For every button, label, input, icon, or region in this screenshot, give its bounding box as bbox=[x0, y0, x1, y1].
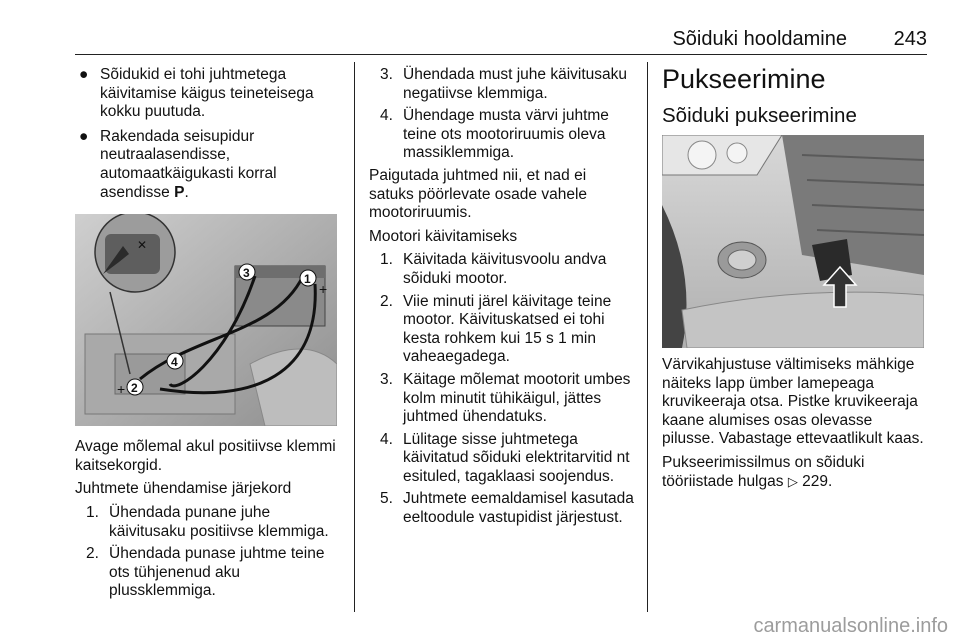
bullet-dot-icon: ● bbox=[79, 127, 89, 145]
header-rule bbox=[75, 54, 927, 55]
bullet-text: Sõidukid ei tohi juhtmetega käivitamise käigus teineteisega kokku puutuda. bbox=[100, 66, 314, 121]
paragraph: Avage mõlemal akul positiivse klemmi kaitsekorgid. bbox=[75, 438, 336, 474]
heading-vehicle-towing: Sõiduki pukseerimine bbox=[662, 104, 857, 127]
jump-start-battery-figure bbox=[75, 214, 337, 426]
column-3 bbox=[662, 66, 928, 496]
svg-text:+: + bbox=[117, 381, 126, 398]
numbered-step: 2. Ühendada punase juhtme teine ots tühjenenud aku plussklemmiga. bbox=[86, 545, 325, 600]
numbered-step: 4. Lülitage sisse juhtmetega käivitatud sõiduki elektritarvitid nt esituled, tagaklaasi soojendus. bbox=[380, 430, 630, 485]
numbered-step: 1. Käivitada käivitusvoolu andva sõiduki mootor. bbox=[380, 251, 607, 287]
column-1 bbox=[75, 66, 340, 605]
column-divider-1 bbox=[354, 62, 355, 612]
svg-text:+: + bbox=[319, 281, 328, 298]
paragraph: Paigutada juhtmed nii, et nad ei satuks pöörlevate osade vahele mootoriruumis. bbox=[369, 166, 588, 222]
callout-1: 1 bbox=[304, 272, 311, 287]
triangle-arrow-icon[interactable]: ▷ bbox=[787, 473, 798, 489]
callout-4: 4 bbox=[171, 355, 178, 370]
callout-3: 3 bbox=[243, 266, 250, 281]
bullet-item: ● Rakendada seisupidur neutraalasendisse, automaatkäigukasti korral asendisse P. bbox=[79, 127, 277, 201]
numbered-step: 2. Viie minuti järel käivitage teine mootor. Käivituskatsed ei tohi kesta rohkem kui 15 s 1 min vaheaegadega. bbox=[380, 292, 612, 366]
numbered-step: 1. Ühendada punane juhe käivitusaku positiivse klemmiga. bbox=[86, 503, 329, 540]
paragraph: Juhtmete ühendamise järjekord bbox=[75, 480, 292, 498]
numbered-step: 5. Juhtmete eemaldamisel kasutada eeltoodule vastupidist järjestust. bbox=[380, 490, 634, 527]
section-title: Sõiduki hooldamine bbox=[672, 28, 847, 50]
paragraph: Värvikahjustuse vältimiseks mähkige näiteks lapp ümber lamepeaga kruvikeeraja otsa. Pistke kruvikeeraja kaane alumises osas olevasse pilusse. Vabastage ettevaatlikult kaas. bbox=[662, 356, 924, 448]
gear-position-p: P bbox=[174, 183, 185, 201]
page-reference[interactable]: 229. bbox=[797, 472, 833, 490]
front-bumper-tow-cover-figure bbox=[662, 135, 924, 348]
numbered-step: 4. Ühendage musta värvi juhtme teine ots mootoriruumis oleva massiklemmiga. bbox=[380, 107, 609, 162]
callout-2: 2 bbox=[131, 381, 138, 396]
bullet-item bbox=[75, 66, 340, 122]
column-divider-2 bbox=[647, 62, 648, 612]
page-number: 243 bbox=[893, 28, 927, 50]
numbered-step: 3. Käitage mõlemat mootorit umbes kolm minutit tühikäigul, jättes juhtmed ühendatuks. bbox=[380, 370, 631, 426]
watermark: carmanualsonline.info bbox=[753, 615, 948, 637]
heading-towing: Pukseerimine bbox=[662, 64, 826, 94]
bullet-text: Rakendada seisupidur neutraalasendisse, automaatkäigukasti korral asendisse bbox=[100, 127, 277, 201]
paragraph: Pukseerimissilmus on sõiduki tööriistade hulgas ▷ 229. bbox=[662, 453, 865, 490]
column-2 bbox=[369, 66, 635, 532]
svg-text:✕: ✕ bbox=[137, 238, 148, 253]
paragraph: Mootori käivitamiseks bbox=[369, 227, 518, 245]
numbered-step: 3. Ühendada must juhe käivitusaku negatiivse klemmiga. bbox=[380, 66, 628, 102]
bullet-dot-icon: ● bbox=[79, 66, 89, 83]
page-header bbox=[75, 26, 927, 52]
